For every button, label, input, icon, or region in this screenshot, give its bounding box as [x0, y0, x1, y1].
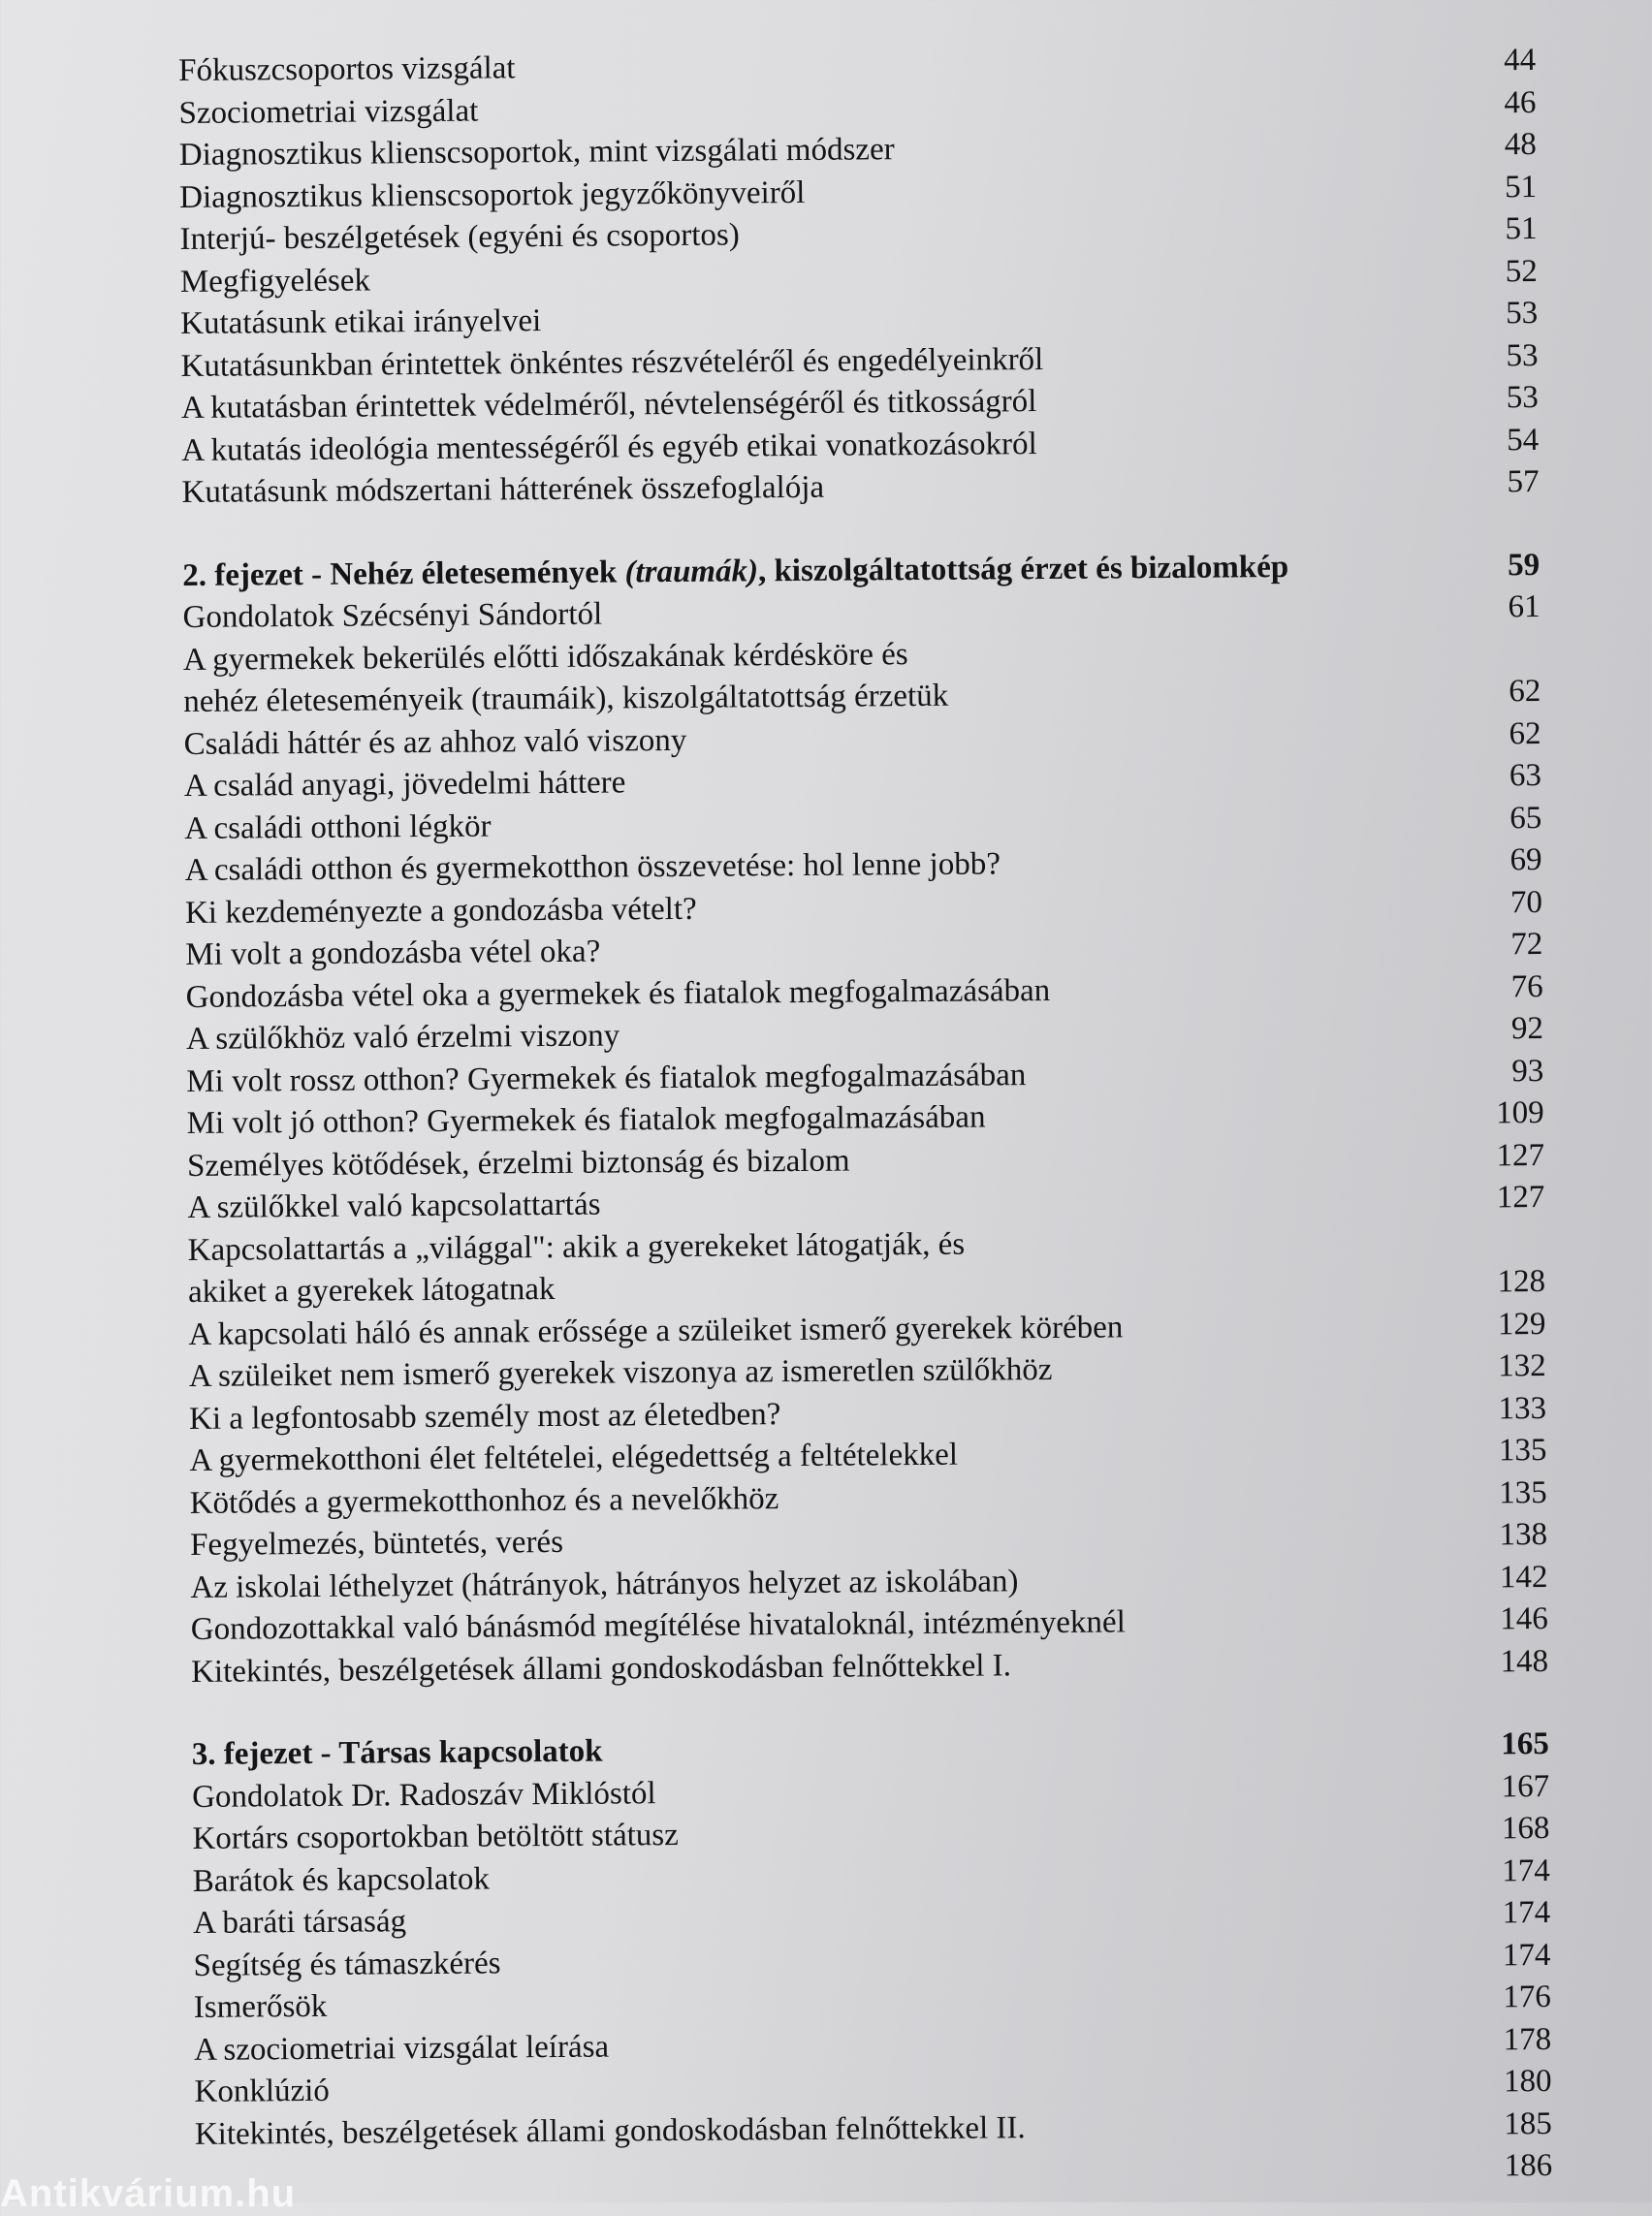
- entry-page: 176: [1503, 1979, 1551, 2015]
- entry-title: A szociometriai vizsgálat leírása: [194, 2029, 610, 2068]
- chapter-page: 59: [1508, 547, 1541, 583]
- entry-page: 63: [1509, 757, 1542, 794]
- entry-page: 44: [1503, 43, 1537, 79]
- entry-title: Az iskolai léthelyzet (hátrányok, hátrányos helyzet az iskolában): [190, 1563, 1019, 1605]
- entry-title: Barátok és kapcsolatok: [192, 1861, 491, 1899]
- entry-title: Diagnosztikus klienscsoportok, mint vizsgálati módszer: [178, 132, 895, 173]
- entry-title: Ki kezdeményezte a gondozásba vételt?: [184, 891, 697, 931]
- entry-title: Kitekintés, beszélgetések állami gondoskodásban felnőttekkel II.: [194, 2109, 1026, 2152]
- entry-title: Mi volt a gondozásba vétel oka?: [185, 934, 601, 972]
- entry-page: 142: [1499, 1559, 1548, 1595]
- entry-page: 127: [1496, 1179, 1545, 1216]
- table-of-contents: [178, 40, 1552, 2198]
- entry-page: 168: [1501, 1810, 1550, 1847]
- chapter-title-part: 2. fejezet - Nehéz életesemények: [182, 554, 625, 593]
- entry-page: 93: [1511, 1053, 1544, 1089]
- entry-title: Diagnosztikus klienscsoportok jegyzőkönyveiről: [179, 174, 806, 215]
- entry-page: 109: [1496, 1094, 1544, 1131]
- entry-title: Fegyelmezés, büntetés, verés: [189, 1524, 564, 1563]
- entry-page: 178: [1503, 2021, 1552, 2057]
- entry-title: Gondozottakkal való bánásmód megítélése hivataloknál, intézményeknél: [190, 1604, 1126, 1647]
- entry-title: Kutatásunkban érintettek önkéntes részvételéről és engedélyeinkről: [180, 341, 1044, 384]
- entry-title: Kortárs csoportokban betöltött státusz: [192, 1818, 679, 1856]
- entry-page: 148: [1500, 1643, 1549, 1679]
- entry-title: A kutatás ideológia mentességéről és egyéb etikai vonatkozásokról: [181, 426, 1037, 468]
- entry-page: 138: [1499, 1516, 1548, 1553]
- entry-title: [195, 2188, 1455, 2198]
- entry-title: Szociometriai vizsgálat: [178, 93, 479, 131]
- entry-page: 62: [1509, 715, 1541, 751]
- entry-title: Ismerősök: [193, 1988, 328, 2025]
- entry-title: A kapcsolati háló és annak erőssége a szüleiket ismerő gyerekek körében: [188, 1309, 1124, 1352]
- entry-page: 174: [1502, 1852, 1550, 1888]
- entry-page: 46: [1504, 84, 1537, 120]
- entry-page: 133: [1498, 1390, 1547, 1426]
- entry-title: Fókuszcsoportos vizsgálat: [178, 50, 516, 88]
- entry-page: 76: [1510, 968, 1543, 1004]
- entry-title: Interjú- beszélgetések (egyéni és csoportos): [179, 217, 740, 257]
- entry-page: 72: [1510, 926, 1543, 963]
- entry-page: 174: [1502, 1937, 1551, 1973]
- entry-page: 48: [1504, 127, 1537, 163]
- entry-title: Megfigyelések: [179, 262, 371, 300]
- entry-title: Mi volt rossz otthon? Gyermekek és fiatalok megfogalmazásában: [186, 1057, 1027, 1099]
- entry-page: 65: [1509, 800, 1542, 836]
- entry-title: akiket a gyerekek látogatnak: [187, 1271, 556, 1310]
- entry-title: A gyermekek bekerülés előtti időszakának kérdésköre és: [182, 636, 908, 678]
- entry-title: Mi volt jó otthon? Gyermekek és fiatalok megfogalmazásában: [186, 1099, 986, 1141]
- entry-page: 53: [1506, 379, 1539, 416]
- entry-title: Személyes kötődések, érzelmi biztonság és bizalom: [186, 1143, 850, 1184]
- entry-title: Gondolatok Szécsényi Sándortól: [182, 596, 603, 635]
- entry-title: A szülőkhöz való érzelmi viszony: [185, 1018, 620, 1057]
- entry-page: 174: [1502, 1894, 1551, 1931]
- entry-page: 128: [1497, 1263, 1546, 1300]
- entry-title: Kutatásunk módszertani hátterének összefoglalója: [181, 469, 825, 510]
- toc-section-2: [182, 544, 1548, 1693]
- toc-section-1: [178, 40, 1540, 514]
- watermark-text: Antikvárium.hu: [0, 2172, 297, 2215]
- entry-page: 167: [1501, 1768, 1550, 1804]
- entry-page: 180: [1503, 2063, 1552, 2100]
- entry-title: Kitekintés, beszélgetések állami gondoskodásban felnőttekkel I.: [190, 1647, 1012, 1690]
- entry-page: 61: [1508, 588, 1541, 625]
- chapter-title-italic: (traumák): [624, 553, 759, 589]
- entry-title: A baráti társaság: [193, 1904, 407, 1941]
- entry-title: A kutatásban érintettek védelméről, névtelenségéről és titkosságról: [180, 384, 1037, 426]
- entry-page: 146: [1500, 1600, 1548, 1637]
- entry-page: 51: [1505, 210, 1538, 247]
- entry-title: A családi otthon és gyermekotthon összevetése: hol lenne jobb?: [184, 846, 1001, 888]
- entry-page: 53: [1506, 295, 1539, 332]
- entry-page: 51: [1505, 169, 1538, 205]
- entry-title: Gondozásba vétel oka a gyermekek és fiatalok megfogalmazásában: [185, 972, 1051, 1015]
- entry-title: Kötődés a gyermekotthonhoz és a nevelőkhöz: [189, 1480, 779, 1521]
- entry-page: 62: [1509, 673, 1541, 710]
- entry-title: A családi otthoni légkör: [184, 807, 492, 846]
- entry-page: 135: [1499, 1474, 1547, 1510]
- entry-title: A család anyagi, jövedelmi háttere: [183, 765, 626, 804]
- entry-title: Családi háttér és az ahhoz való viszony: [183, 722, 687, 762]
- entry-page: 69: [1509, 841, 1542, 878]
- entry-page: 132: [1498, 1347, 1546, 1384]
- entry-page: 52: [1505, 253, 1538, 289]
- entry-title: nehéz életeseményeik (traumáik), kiszolgáltatottság érzetük: [183, 678, 949, 719]
- entry-title: A szüleiket nem ismerő gyerekek viszonya az ismeretlen szülőkhöz: [188, 1351, 1053, 1394]
- entry-page: 129: [1497, 1306, 1546, 1342]
- chapter-title: 3. fejezet - Társas kapcsolatok: [191, 1733, 603, 1772]
- chapter-title-part: , kiszolgáltatottság érzet és bizalomkép: [757, 549, 1289, 588]
- entry-page: 135: [1498, 1432, 1547, 1469]
- entry-page: 70: [1509, 884, 1543, 920]
- chapter-page: 165: [1501, 1725, 1549, 1762]
- entry-title: Gondolatok Dr. Radoszáv Miklóstól: [192, 1775, 656, 1815]
- entry-title: Segítség és támaszkérés: [193, 1945, 501, 1983]
- entry-title: Ki a legfontosabb személy most az életedben?: [188, 1396, 781, 1437]
- entry-page: 54: [1507, 422, 1540, 458]
- entry-title: Konklúzió: [194, 2073, 331, 2109]
- entry-title: A gyermekotthoni élet feltételei, elégedettség a feltételekkel: [189, 1437, 959, 1478]
- entry-page: 92: [1510, 1010, 1544, 1047]
- entry-title: A szülőkkel való kapcsolattartás: [187, 1187, 601, 1225]
- entry-page: 53: [1506, 337, 1539, 373]
- entry-page: 185: [1504, 2105, 1552, 2141]
- entry-title: Kapcsolattartás a „világgal": akik a gyerekeket látogatják, és: [187, 1226, 966, 1268]
- entry-title: Kutatásunk etikai irányelvei: [180, 303, 542, 341]
- entry-page: 127: [1496, 1137, 1545, 1173]
- entry-page: 186: [1504, 2147, 1553, 2184]
- entry-page: 57: [1507, 463, 1540, 500]
- toc-section-3: [192, 1724, 1553, 2198]
